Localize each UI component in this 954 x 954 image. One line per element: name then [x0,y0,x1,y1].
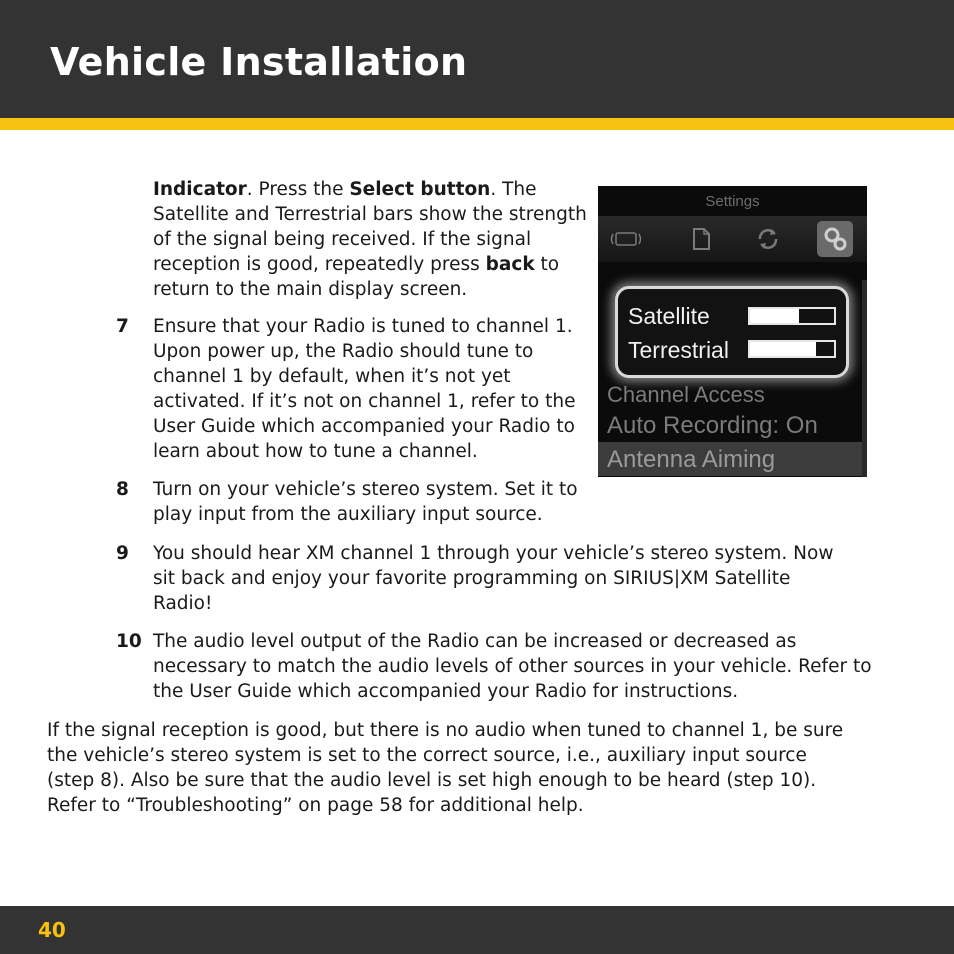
intro-text-2: . The Satellite and Terrestrial bars show the strength of the signal being received. If the signal reception is good, repeatedly press [153,179,587,275]
terrestrial-signal-bar [748,340,836,358]
terrestrial-signal-fill [750,342,816,356]
satellite-signal-bar [748,307,836,325]
step-number-8: 8 [116,479,129,500]
menu-item-channel-access: Channel Access [607,382,765,407]
page-footer [0,906,954,954]
intro-bold-select-button: Select button [349,179,491,200]
screen-title: Settings [705,193,760,210]
step-number-9: 9 [116,543,129,564]
page-title: Vehicle Installation [50,40,468,84]
screen-icon-bar [598,216,867,262]
settings-icon [817,221,853,257]
menu-item-antenna-aiming: Antenna Aiming [607,446,776,473]
menu-item-auto-recording: Auto Recording: On [607,412,818,439]
closing-paragraph: If the signal reception is good, but there is no audio when tuned to channel 1, be sure the vehicle’s stereo system is set to the correct source, i.e., auxiliary input source (step 8). Also be sure that the audio level is set high enough to be heard (step 10). Refer to “Troubleshooting” on page 58 for additional help. [47,720,844,816]
terrestrial-label: Terrestrial [628,337,729,363]
step-text-10: The audio level output of the Radio can be increased or decreased as necessary to match the audio levels of other sources in your vehicle. Refer to the User Guide which accompanied your Radio for instructions. [153,631,872,702]
page-number: 40 [38,918,66,942]
signal-icon [608,221,644,257]
satellite-label: Satellite [628,303,710,329]
intro-bold-indicator: Indicator [153,179,247,200]
step-number-7: 7 [116,316,129,337]
intro-text-1: . Press the [246,179,350,200]
document-icon [683,221,719,257]
satellite-signal-fill [750,309,799,323]
step-text-9: You should hear XM channel 1 through your vehicle’s stereo system. Now sit back and enjoy your favorite programming on SIRIUS|XM Satellite Radio! [153,543,834,614]
step-number-10: 10 [116,631,142,652]
header-accent-stripe [0,118,954,130]
intro-text-3: to return to the main display screen. [153,254,560,300]
intro-paragraph [153,177,593,302]
signal-strength-popup [615,286,849,378]
step-text-8: Turn on your vehicle’s stereo system. Set it to play input from the auxiliary input source. [153,479,578,525]
refresh-icon [750,221,786,257]
screen-scrollbar [862,280,867,477]
page-header [0,0,954,118]
step-text-7: Ensure that your Radio is tuned to channel 1. Upon power up, the Radio should tune to channel 1 by default, when it’s not yet activated. If it’s not on channel 1, refer to the User Guide which accompanied your Radio to learn about how to tune a channel. [153,316,576,462]
radio-settings-screenshot [598,186,867,477]
intro-bold-back: back [485,254,535,275]
